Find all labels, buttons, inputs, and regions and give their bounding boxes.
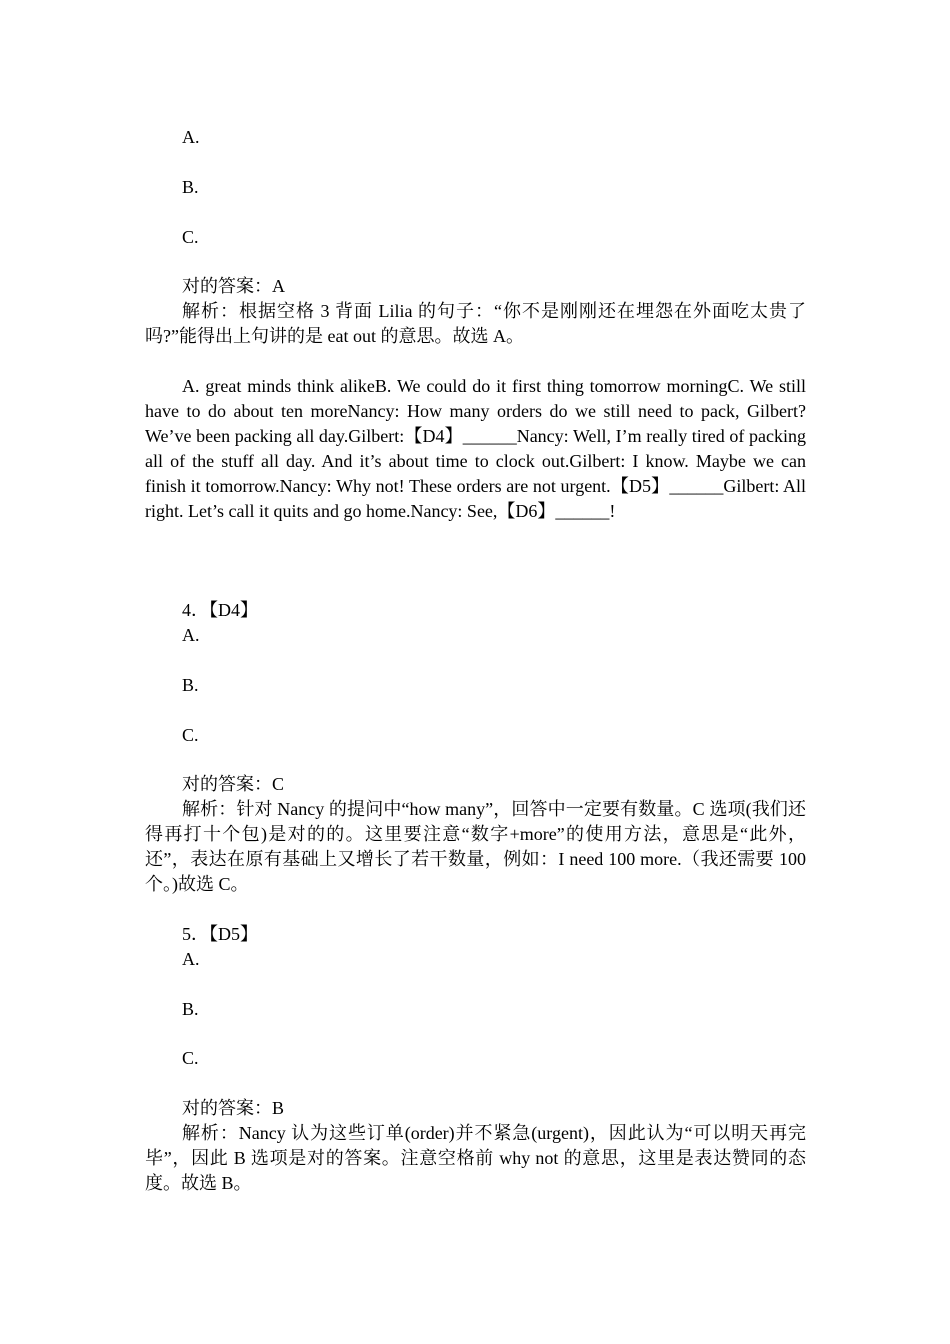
q3-option-a: A. [182, 127, 200, 147]
q5-option-c: C. [182, 1048, 199, 1068]
q4-option-c: C. [182, 725, 199, 745]
q3-option-b: B. [182, 177, 199, 197]
q4-option-a: A. [182, 625, 200, 645]
q3-answer: 对的答案：A [182, 276, 285, 296]
dialogue-passage [145, 374, 806, 524]
q3-explanation: 解析：根据空格 3 背面 Lilia 的句子：“你不是刚刚还在埋怨在外面吃太贵了吗?”能得出上句讲的是 eat out 的意思。故选 A。 [145, 301, 806, 346]
q5-option-a: A. [182, 949, 200, 969]
q4-heading: 4．【D4】 [182, 600, 258, 620]
q3-option-c: C. [182, 227, 199, 247]
q5-option-b: B. [182, 999, 199, 1019]
q5-explanation: 解析：Nancy 认为这些订单(order)并不紧急(urgent)，因此认为“可以明天再完毕”，因此 B 选项是对的答案。注意空格前 why not 的意思，这里是表达赞同的态度。故选 B。 [145, 1123, 806, 1193]
passage-text: A. great minds think alikeB. We could do it first thing tomorrow morningC. We still have to do about ten moreNancy: How many orders do we still need to pack, Gilbert? We’ve been packing all day.Gilbert:【D4】______Nancy: Well, I’m really tired of packing all of the stuff all day. And it’s about time to clock out.Gilbert: I know. Maybe we can finish it tomorrow.Nancy: Why not! These orders are not urgent.【D5】______Gilbert: All right. Let’s call it quits and go home.Nancy: See,【D6】______! [145, 376, 806, 521]
q5-answer: 对的答案：B [182, 1098, 285, 1118]
q4-answer: 对的答案：C [182, 774, 285, 794]
q4-answer-block [145, 772, 806, 897]
q4-explanation: 解析：针对 Nancy 的提问中“how many”，回答中一定要有数量。C 选项(我们还得再打十个包)是对的的。这里要注意“数字+more”的使用方法，意思是“此外，还”，表达在原有基础上又增长了若干数量，例如：I need 100 more.（我还需要 100 个。)故选 C。 [145, 799, 806, 894]
q5-answer-block [145, 1096, 806, 1196]
q4-option-b: B. [182, 675, 199, 695]
q3-answer-block [145, 274, 806, 349]
q5-heading: 5．【D5】 [182, 924, 258, 944]
